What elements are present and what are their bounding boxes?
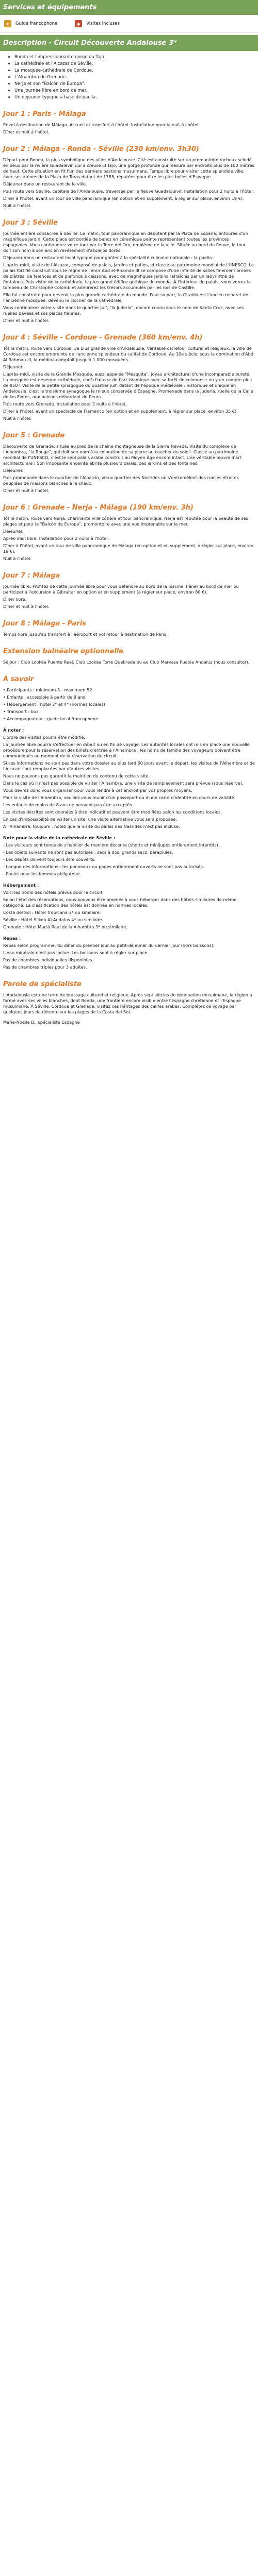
service-item-visits xyxy=(75,20,120,27)
day-text: Déjeuner. xyxy=(3,529,24,534)
description-title: Description - Circuit Découverte Andalouse 3* xyxy=(0,35,258,51)
parole-block xyxy=(0,992,258,1025)
note-line: À l'Alhambra, toujours : notez que la visite du palais des Nasrides n'est pas incluse. xyxy=(3,824,180,829)
note-heading: À noter : xyxy=(3,727,24,733)
day-text: Déjeuner. xyxy=(3,468,24,473)
day-4 xyxy=(0,334,258,421)
savoir-bullet: • Participants : minimum 3 - maximum 52 xyxy=(3,687,92,692)
hebergement-line: Séville : Hôtel Silken Al-Andalus 4* ou similaire. xyxy=(3,917,104,922)
day-text: L'après-midi, visite de l'Alcazar, composé de palais, jardins et patios, et classé au patrimoine mondial de l'UNESCO. Le palais fortifié construit sous le règne de l'émir Abd el-Rhaman III se compose d'une infinité de salles finement ornées de plâtres, de faïences et de plafonds à caissons, avec de magnifiques jardins rafraîchis par un labyrinthe de fontaines. Puis visite de la cathédrale, le plus grand édifice gothique du monde. À l'intérieur du palais, vous verrez le tombeau de Christophe Colomb et admirerez les trésors accumulés par les rois de Castille. xyxy=(3,262,254,290)
day-2 xyxy=(0,145,258,209)
day-text: Dîner à l'hôtel, avant un spectacle de Flamenco (en option et en supplément, à régler sur place, environ 35 €). xyxy=(3,409,238,414)
cathedral-note-heading: Note pour la visite de la cathédrale de Séville : xyxy=(3,835,116,840)
day-text: Déjeuner. xyxy=(3,364,24,369)
visit-icon: ◆ xyxy=(75,20,82,27)
day-1 xyxy=(0,110,258,135)
services-list xyxy=(0,15,258,33)
day-text: Journée entière consacrée à Séville. Le matin, tour panoramique en débutant par la Plaza de España, entourée d'un magnifique jardin. Cette place est bordée de bancs en céramique peinte représentant toutes les provinces espagnoles. Vous continuerez votre tour par la Torre del Oro, emblème de la ville. Située au bord du fleuve, la tour doit son nom à son ancien revêtement d'azulejos dorés. xyxy=(3,231,248,253)
note-line: Pour la visite de l'Alhambra, veuillez vous munir d'un passeport ou d'une carte d'identité en cours de validité. xyxy=(3,795,236,800)
day-title: Jour 1 : Paris - Málaga xyxy=(3,110,86,118)
extension-title: Extension balnéaire optionnelle xyxy=(3,648,123,655)
extension-line: Séjour : Club Lookéa Puente Real, Club Lookéa Torre Quebrada ou au Club Marvasa Puebla Andaluz (nous consulter). xyxy=(3,659,250,665)
day-7 xyxy=(0,572,258,609)
day-text: Puis route vers Séville, capitale de l'Andalousie, traversée par le fleuve Guadalquivir. Installation pour 2 nuits à l'hôtel. xyxy=(3,189,254,194)
repas-line: Repas selon programme, du dîner du premier jour au petit-déjeuner du dernier jour (hors boissons). xyxy=(3,943,215,948)
cathedral-note-line: - Les objets suivants ne sont pas autorisés : sacs à dos, grands sacs, parapluies. xyxy=(3,850,173,855)
cathedral-note-line: - Les visiteurs sont tenus de s'habiller de manière décente (shorts et minijupes entièrement interdits). xyxy=(3,842,220,848)
extension-text xyxy=(0,659,258,665)
day-text: Nuit à l'hôtel. xyxy=(3,416,31,421)
highlight-item: • Nerja et son "Balcón de Europa". xyxy=(14,81,258,87)
highlight-item: • La cathédrale et l'Alcazar de Séville. xyxy=(14,61,258,66)
day-text: Journée libre. Profitez de cette journée libre pour vous détendre au bord de la piscine, flâner au bord de mer ou participer à l'excursion à Gibraltar en option et en supplément (à régler sur place, environ 80 €). xyxy=(3,584,239,595)
day-text: Nuit à l'hôtel. xyxy=(3,556,31,561)
day-text: Après-midi libre. Installation pour 2 nuits à l'hôtel. xyxy=(3,536,109,541)
day-title: Jour 4 : Séville - Cordoue - Grenade (360 km/env. 4h) xyxy=(3,334,203,342)
savoir-bullet: • Hébergement : hôtel 3* et 4* (normes locales) xyxy=(3,702,105,707)
day-title: Jour 8 : Málaga - Paris xyxy=(3,620,86,628)
day-text: Envol à destination de Málaga. Accueil et transfert à l'hôtel. Installation pour la nuit à l'hôtel. xyxy=(3,122,200,127)
day-text: Tôt le matin, route vers Nerja, charmante ville côtière et tour panoramique. Nerja est réputée pour la beauté de ses plages et pour le "Balcón de Europa", promontoire avec une vue imprenable sur la mer. xyxy=(3,516,248,527)
hebergement-line: Grenade : Hôtel Macià Real de la Alhambra 3* ou similaire. xyxy=(3,924,127,929)
day-title: Jour 2 : Málaga - Ronda - Séville (230 km/env. 3h30) xyxy=(3,145,199,153)
day-text: Dîner et nuit à l'hôtel. xyxy=(3,129,50,134)
service-item-guide xyxy=(4,20,57,27)
savoir-bullet: • Transport : bus xyxy=(3,709,39,714)
repas-line: Pas de chambres individuelles disponibles. xyxy=(3,957,93,962)
day-text: Déjeuner dans un restaurant de la ville. xyxy=(3,181,87,187)
day-text: Découverte de Grenade, située au pied de la chaîne montagneuse de la Sierra Nevada. Visite du complexe de l'Alhambra, "la Rouge", qui doit son nom à la coloration de sa pierre au coucher du soleil. Classé au patrimoine mondial de l'UNESCO, c'est le seul palais arabe construit au Moyen Âge encore intact. Une véritable œuvre d'art architecturale ! Son imposante enceinte abrite plusieurs palais, des jardins et des fontaines. xyxy=(3,444,241,466)
savoir-bullet: • Accompagnateur : guide local francophone xyxy=(3,716,99,721)
savoir-title: À savoir xyxy=(3,675,34,683)
services-title: Services et équipements xyxy=(0,0,258,15)
highlight-item: • Une journée libre en bord de mer. xyxy=(14,88,258,93)
day-text: Dîner et nuit à l'hôtel. xyxy=(3,488,50,493)
day-text: Dîner et nuit à l'hôtel. xyxy=(3,318,50,323)
highlight-item: • Ronda et l'impressionnante gorge du Tajo. xyxy=(14,54,258,60)
highlight-item: • Un déjeuner typique à base de paella. xyxy=(14,94,258,100)
savoir-block xyxy=(0,687,258,970)
cathedral-note-line: - Poulet pour les femmes obligatoire. xyxy=(3,871,82,876)
hebergement-line: Costa del Sol : Hôtel Tropicana 3* ou similaire. xyxy=(3,910,101,915)
note-line: La journée libre pourra s'effectuer en début ou en fin de voyage. Les autorités locales ont mis en place une nouvelle procédure pour la réservation des billets d'entrée à l'Alhambra : les noms de famille des voyageurs doivent être communiqués au moment de la réservation du circuit. xyxy=(3,742,250,758)
hebergement-line: Selon l'état des réservations, nous pouvons être amenés à vous héberger dans des hôtels similaires de même catégorie. La classification des hôtels est donnée en normes locales. xyxy=(3,897,237,908)
day-text: Tôt le matin, route vers Cordoue, 3e plus grande ville d'Andalousie. Véritable carrefour culturel et religieux, la ville de Cordoue est encore empreinte de l'ancienne splendeur du califat de Cordoue. Au 10e siècle, sous la domination d'Abd Al Rahman III, la médina comptait jusqu'à 1 000 mosquées. xyxy=(3,346,254,362)
day-text: Déjeuner dans un restaurant local typique pour goûter à la spécialité culinaire nationale : la paella. xyxy=(3,255,214,260)
day-title: Jour 7 : Málaga xyxy=(3,572,60,580)
highlight-item: • La mosquée-cathédrale de Cordoue. xyxy=(14,67,258,73)
repas-line: Pas de chambres triples pour 3 adultes. xyxy=(3,964,87,970)
repas-heading: Repas : xyxy=(3,936,21,941)
cathedral-note-line: - Les dépôts doivent toujours être couverts. xyxy=(3,857,95,862)
day-text: Dîner libre. xyxy=(3,597,27,602)
hebergement-heading: Hébergement : xyxy=(3,883,39,888)
day-3 xyxy=(0,219,258,324)
day-8 xyxy=(0,620,258,637)
note-line: Nous ne pouvons pas garantir le maintien du contenu de cette visite. xyxy=(3,773,150,778)
day-text: Dîner à l'hôtel, avant un tour de ville panoramique (en option et en supplément, à régler sur place, environ 19 €). xyxy=(3,196,244,201)
day-text: Elle fut construite pour devenir la plus grande cathédrale du monde. Pour sa part, la Giralda est l'ancien minaret de l'ancienne mosquée, devenu le clocher de la cathédrale. xyxy=(3,292,248,303)
guide-icon: ★ xyxy=(4,20,11,27)
highlights-list xyxy=(0,54,258,100)
note-line: En cas d'impossibilité de visiter un site, une visite alternative vous sera proposée. xyxy=(3,817,177,822)
day-text: Dîner à l'hôtel, avant un tour de ville panoramique de Málaga (en option et en supplément, à régler sur place, environ 19 €). xyxy=(3,543,254,554)
day-text: Temps libre jusqu'au transfert à l'aéroport et vol retour à destination de Paris. xyxy=(3,632,168,637)
day-text: Vous continuerez votre visite dans le quartier juif, "la Judería", encore connu sous le nom de Santa Cruz, avec ses ruelles pavées et ses places fleuries. xyxy=(3,305,244,316)
day-text: Dîner et nuit à l'hôtel. xyxy=(3,604,50,609)
day-5 xyxy=(0,432,258,494)
parole-author: Marie-Noëlle B., spécialiste Espagne xyxy=(3,1020,80,1025)
day-text: Puis promenade dans le quartier de l'Albaicín, vieux quartier des Nasrides où s'entremêlent des ruelles étroites peuplées de maisons blanches à la chaux. xyxy=(3,475,239,486)
note-line: Si ces informations ne sont pas dans votre dossier au plus tard 60 jours avant le départ, les visites de l'Alhambra et de l'Alcazar sont remplacées par d'autres visites. xyxy=(3,760,255,771)
note-line: Vous devrez donc vous organiser pour vous rendre à cet endroit par vos propres moyens. xyxy=(3,788,192,793)
day-6 xyxy=(0,504,258,562)
parole-title: Parole de spécialiste xyxy=(3,980,82,988)
hebergement-line: Voici les noms des hôtels prévus pour le circuit. xyxy=(3,890,104,895)
highlight-item: • L'Alhambra de Grenade. xyxy=(14,74,258,80)
day-text: Départ pour Ronda, la plus symbolique des villes d'Andalousie. Cité est construite sur un promontoire rocheux scindé en deux par la rivière Guadalevín qui a creusé El Tajo, une gorge profonde qui mesure par endroits plus de 100 mètres de haut. Cette situation en fit l'un des derniers bastions musulmans. Temps libre pour visiter cette splendide ville, avec ses arènes de la Plaza de Toros datant de 1785, réputées pour être les plus belles d'Espagne. xyxy=(3,157,254,179)
day-text: Nuit à l'hôtel. xyxy=(3,203,31,208)
day-title: Jour 3 : Séville xyxy=(3,219,58,227)
cathedral-note-line: - Langue des informations : les panneaux ou pages entièrement ouverts ne sont pas autorisés. xyxy=(3,864,204,869)
note-line: Dans le cas où il n'est pas possible de visiter l'Alhambra, une visite de remplacement sera prévue (sous réserve). xyxy=(3,781,244,786)
note-line: Les enfants de moins de 8 ans ne peuvent pas être acceptés. xyxy=(3,802,134,807)
repas-line: L'eau minérale n'est pas inclue. Les boissons sont à régler sur place. xyxy=(3,950,149,955)
day-text: L'après-midi, visite de la Grande Mosquée, aussi appelée "Mezquita", joyau architectural d'une incomparable pureté. La mosquée est devenue cathédrale, chef-d'œuvre de l'art islamique avec sa forêt de colonnes : on y en compte plus de 850 ! Visite de la petite synagogue du quartier juif, datant de l'époque médiévale : historique et unique en Andalousie, c'est le troisième synagogue la mieux conservée d'Espagne. Promenade dans la Judería, ruelle de la Calle de las Flores, aux balcons débordant de fleurs. xyxy=(3,371,253,399)
day-text: Puis route vers Grenade. Installation pour 2 nuits à l'hôtel. xyxy=(3,401,127,406)
service-label: Guide francophone xyxy=(15,21,58,26)
savoir-bullet: • Enfants : accessible à partir de 8 ans xyxy=(3,694,86,700)
service-label: Visites incluses xyxy=(86,21,120,26)
day-title: Jour 6 : Grenade - Nerja - Málaga (190 km/env. 3h) xyxy=(3,504,194,512)
day-title: Jour 5 : Grenade xyxy=(3,432,65,439)
parole-text: L'Andalousie est une terre de brassage culturel et religieux. Après sept siècles de domination musulmane, la région a formé avec ses villes blanches, dont Ronda, une frontière encore visible entre l'Espagne chrétienne et l'Espagne musulmane. À Séville, Cordoue et Grenade, visitez ces héritages des califes arabes. Complétez ce voyage par quelques jours de détente sur les plages de la Costa del Sol. xyxy=(3,992,252,1014)
note-line: Les visites décrites sont données à titre indicatif et peuvent être modifiées selon les conditions locales. xyxy=(3,809,222,815)
note-line: L'ordre des visites pourra être modifié. xyxy=(3,735,85,740)
